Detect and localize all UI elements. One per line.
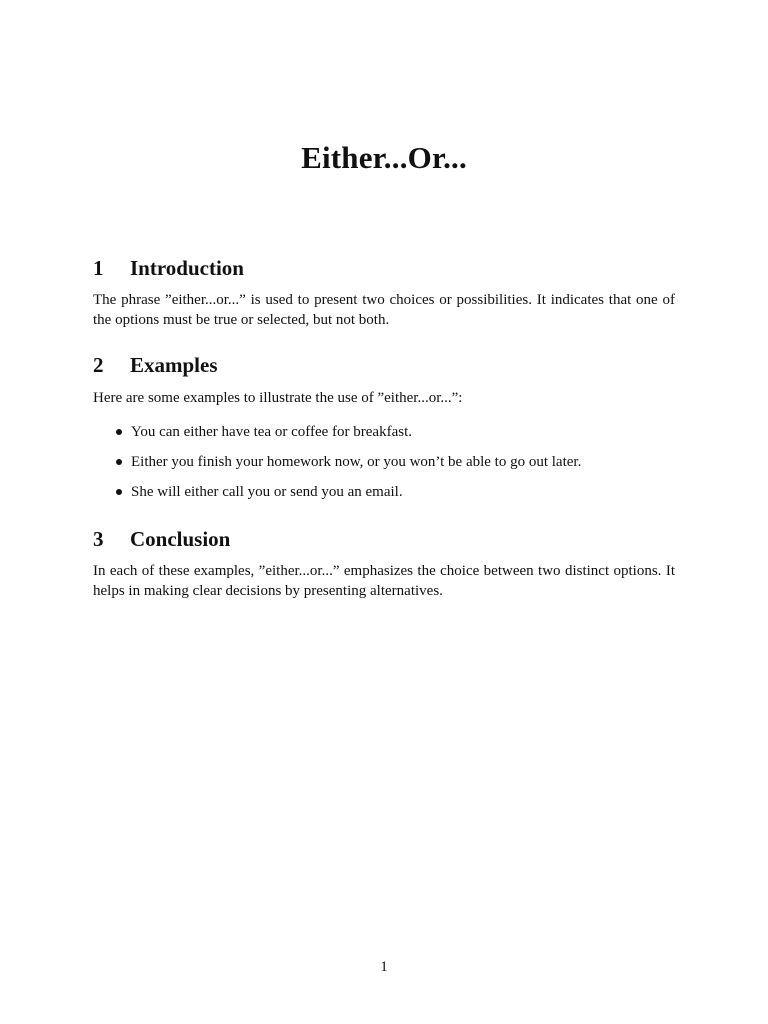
list-item	[113, 482, 673, 512]
section-title: Introduction	[130, 256, 244, 280]
list-item-text: You can either have tea or coffee for breakfast.	[131, 424, 412, 440]
examples-list	[113, 422, 673, 512]
section-number: 1	[93, 256, 104, 280]
section-heading-introduction	[93, 255, 244, 281]
section-title: Conclusion	[130, 527, 231, 551]
conclusion-paragraph: In each of these examples, ”either...or...” emphasizes the choice between two distinct options. It helps in making clear decisions by presenting alternatives.	[93, 563, 675, 599]
list-item	[113, 452, 673, 482]
section-heading-examples	[93, 352, 218, 378]
introduction-paragraph: The phrase ”either...or...” is used to present two choices or possibilities. It indicates that one of the options must be true or selected, but not both.	[93, 292, 675, 328]
bullet-icon	[116, 429, 122, 435]
document-title: Either...Or...	[301, 140, 467, 175]
section-heading-conclusion	[93, 526, 230, 552]
list-item	[113, 422, 673, 452]
examples-intro-paragraph: Here are some examples to illustrate the use of ”either...or...”:	[93, 390, 463, 406]
section-number: 3	[93, 527, 104, 551]
bullet-icon	[116, 489, 122, 495]
list-item-text: She will either call you or send you an email.	[131, 484, 403, 500]
list-item-text: Either you finish your homework now, or you won’t be able to go out later.	[131, 454, 582, 470]
section-number: 2	[93, 353, 104, 377]
page-number: 1	[380, 959, 388, 975]
section-title: Examples	[130, 353, 218, 377]
bullet-icon	[116, 459, 122, 465]
